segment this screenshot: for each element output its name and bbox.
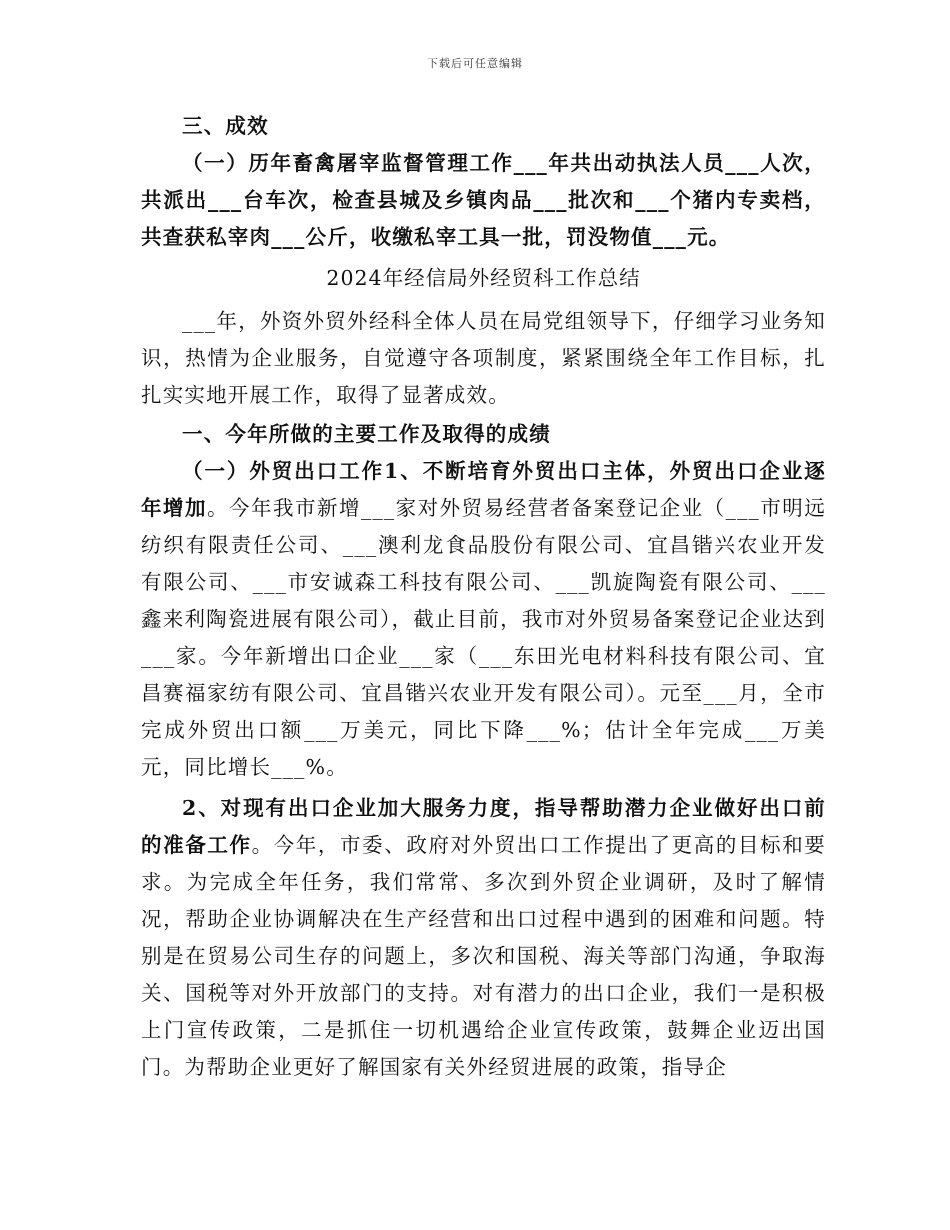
- document-title: 2024年经信局外经贸科工作总结: [326, 266, 641, 290]
- item-2-paragraph: [141, 790, 826, 1086]
- header-note: 下载后可任意编辑: [427, 57, 523, 70]
- section-3-paragraph: （一）历年畜禽屠宰监督管理工作___年共出动执法人员___人次，共派出___台车次，检查县城及乡镇肉品___批次和___个猪内专卖档，共查获私宰肉___公斤，收缴私宰工具一批，罚没物值___元。: [141, 151, 826, 249]
- intro-paragraph: ___年，外资外贸外经科全体人员在局党组领导下，仔细学习业务知识，热情为企业服务，自觉遵守各项制度，紧紧围绕全年工作目标，扎扎实实地开展工作，取得了显著成效。: [141, 309, 826, 407]
- section-1-title: 一、今年所做的主要工作及取得的成绩: [182, 422, 551, 446]
- document-body: [141, 108, 826, 1086]
- item-2-body: 。今年，市委、政府对外贸出口工作提出了更高的目标和要求。为完成全年任务，我们常常、多次到外贸企业调研，及时了解情况，帮助企业协调解决在生产经营和出口过程中遇到的困难和问题。特别是在贸易公司生存的问题上，多次和国税、海关等部门沟通，争取海关、国税等对外开放部门的支持。对有潜力的出口企业，我们一是积极上门宣传政策，二是抓住一切机遇给企业宣传政策，鼓舞企业迈出国门。为帮助企业更好了解国家有关外经贸进展的政策，指导企: [141, 833, 827, 1079]
- item-1-body: 。今年我市新增___家对外贸易经营者备案登记企业（___市明远纺织有限责任公司、___澳利龙食品股份有限公司、宜昌锴兴农业开发有限公司、___市安诚森工科技有限公司、___凯旋陶瓷有限公司、___鑫来利陶瓷进展有限公司），截止目前，我市对外贸易备案登记企业达到___家。今年新增出口企业___家（___东田光电材料科技有限公司、宜昌赛福家纺有限公司、宜昌锴兴农业开发有限公司）。元至___月，全市完成外贸出口额___万美元，同比下降___%；估计全年完成___万美元，同比增长___%。: [141, 496, 826, 779]
- item-1-paragraph: [141, 453, 826, 786]
- section-3-title: 三、成效: [182, 114, 269, 138]
- item-1-heading: （一）外贸出口工作1、不断培育外贸出口主体，外贸出口企业逐年增加: [141, 459, 826, 520]
- item-2-heading: 2、对现有出口企业加大服务力度，指导帮助潜力企业做好出口前的准备工作: [141, 796, 826, 857]
